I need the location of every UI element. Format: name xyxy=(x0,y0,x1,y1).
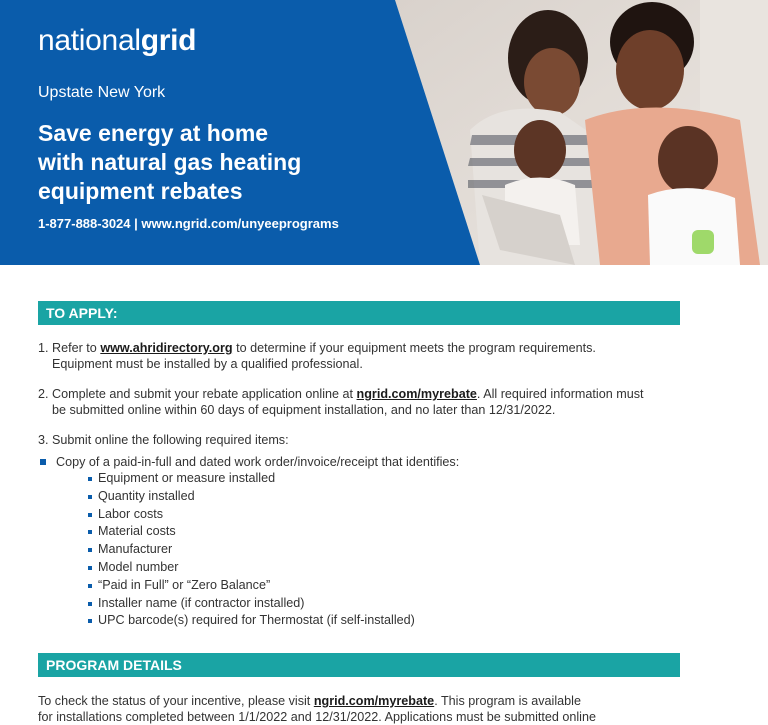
to-apply-heading: TO APPLY: xyxy=(38,301,680,325)
details-line2: for installations completed between 1/1/2022 and 12/31/2022. Applications must be submitted online xyxy=(38,710,596,724)
list-item: Installer name (if contractor installed) xyxy=(86,595,415,613)
hero-banner xyxy=(0,0,768,265)
ahri-directory-link[interactable]: www.ahridirectory.org xyxy=(100,341,233,355)
region-label: Upstate New York xyxy=(38,84,166,101)
contact-info: 1-877-888-3024 | www.ngrid.com/unyeeprograms xyxy=(38,216,339,231)
step2-suffix: . All required information must xyxy=(476,387,644,401)
myrebate-status-link[interactable]: ngrid.com/myrebate xyxy=(313,694,435,708)
program-details-heading: PROGRAM DETAILS xyxy=(38,653,680,677)
list-item: Material costs xyxy=(86,523,415,541)
details-prefix: To check the status of your incentive, please visit xyxy=(38,694,314,708)
program-details-text xyxy=(38,693,688,725)
brand-light-text: national xyxy=(38,24,141,57)
list-item: Quantity installed xyxy=(86,488,415,506)
step2-line2: be submitted online within 60 days of equipment installation, and no later than 12/31/2022. xyxy=(52,403,556,417)
step2-prefix: 2. Complete and submit your rebate application online at xyxy=(38,387,357,401)
list-item: Equipment or measure installed xyxy=(86,470,415,488)
required-items-text: Copy of a paid-in-full and dated work order/invoice/receipt that identifies: xyxy=(56,455,460,469)
headline-line: Save energy at home xyxy=(38,120,269,146)
headline-line: with natural gas heating xyxy=(38,149,302,175)
step1-prefix: 1. Refer to xyxy=(38,341,101,355)
list-item: Manufacturer xyxy=(86,541,415,559)
list-item: “Paid in Full” or “Zero Balance” xyxy=(86,577,415,595)
required-items-bullet xyxy=(38,454,688,470)
national-grid-logo xyxy=(38,24,196,58)
square-bullet-icon xyxy=(40,459,46,465)
required-items-list xyxy=(86,470,415,630)
list-item: UPC barcode(s) required for Thermostat (if self-installed) xyxy=(86,612,415,630)
list-item: Labor costs xyxy=(86,506,415,524)
myrebate-link[interactable]: ngrid.com/myrebate xyxy=(356,387,477,401)
brand-bold-text: grid xyxy=(140,24,197,57)
step1-suffix: to determine if your equipment meets the program requirements. xyxy=(232,341,596,355)
apply-step-2 xyxy=(38,386,688,418)
list-item: Model number xyxy=(86,559,415,577)
apply-step-1 xyxy=(38,340,688,372)
details-suffix: . This program is available xyxy=(434,694,581,708)
page-title xyxy=(38,119,398,206)
step1-line2: Equipment must be installed by a qualified professional. xyxy=(52,357,363,371)
apply-step-3: 3. Submit online the following required items: xyxy=(38,433,289,447)
headline-line: equipment rebates xyxy=(38,178,243,204)
